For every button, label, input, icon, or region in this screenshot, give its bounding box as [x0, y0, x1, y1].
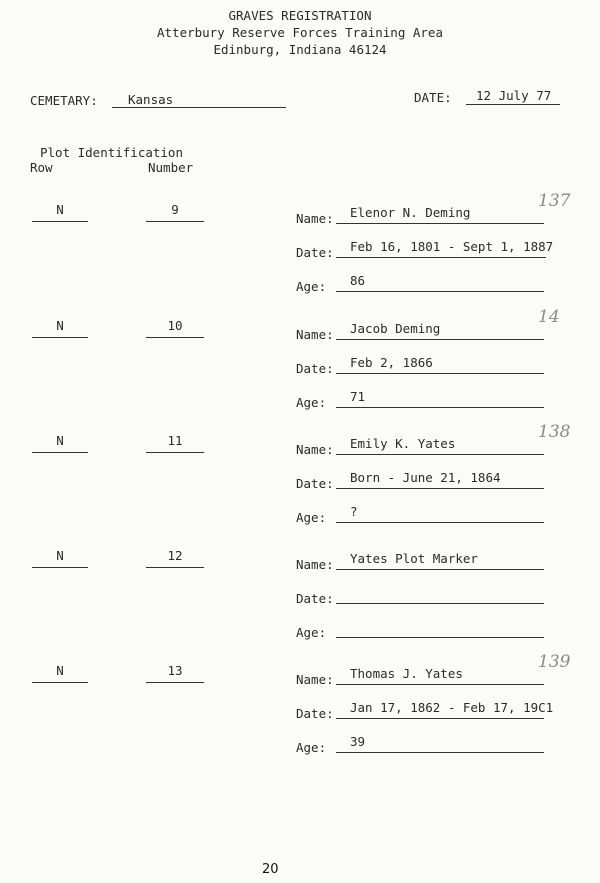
form-title: GRAVES REGISTRATION	[228, 8, 372, 23]
age-label: Age:	[296, 740, 327, 755]
age-value: 86	[350, 273, 366, 288]
age-field	[336, 389, 544, 408]
handwritten-note: 137	[538, 191, 571, 211]
name-label: Name:	[296, 672, 334, 687]
date-label: Date:	[296, 361, 334, 376]
date-field	[466, 88, 560, 105]
name-value: Jacob Deming	[350, 321, 441, 336]
date-value: Feb 2, 1866	[350, 355, 433, 370]
age-label: Age:	[296, 395, 327, 410]
age-field	[336, 273, 544, 292]
handwritten-note: 139	[538, 652, 571, 672]
row-column-header: Row	[30, 160, 53, 175]
date-label: DATE:	[414, 90, 452, 105]
date-field	[336, 239, 554, 258]
date-label: Date:	[296, 245, 334, 260]
name-field	[336, 205, 544, 224]
age-label: Age:	[296, 279, 327, 294]
age-value: ?	[350, 504, 358, 519]
date-value: Feb 16, 1801 - Sept 1, 1887	[350, 239, 554, 254]
plot-number: 12	[146, 549, 204, 568]
age-value: 39	[350, 734, 366, 749]
date-value: Born - June 21, 1864	[350, 470, 501, 485]
plot-row: N	[32, 549, 88, 568]
age-value	[336, 619, 350, 634]
plot-row: N	[32, 664, 88, 683]
name-field	[336, 551, 544, 570]
plot-number: 10	[146, 319, 204, 338]
number-column-header: Number	[148, 160, 194, 175]
form-subtitle-location: Edinburg, Indiana 46124	[213, 42, 387, 57]
handwritten-note: 14	[538, 307, 560, 327]
age-value: 71	[350, 389, 366, 404]
date-label: Date:	[296, 476, 334, 491]
form-subtitle-area: Atterbury Reserve Forces Training Area	[157, 25, 443, 40]
plot-row: N	[32, 203, 88, 222]
plot-identification-heading: Plot Identification	[40, 145, 183, 160]
name-field	[336, 666, 544, 685]
plot-number: 13	[146, 664, 204, 683]
plot-row: N	[32, 434, 88, 453]
name-field	[336, 321, 544, 340]
date-field	[336, 585, 544, 604]
page-number: 20	[262, 862, 279, 877]
plot-number: 9	[146, 203, 204, 222]
name-label: Name:	[296, 327, 334, 342]
name-value: Emily K. Yates	[350, 436, 456, 451]
date-label: Date:	[296, 591, 334, 606]
name-value: Elenor N. Deming	[350, 205, 471, 220]
date-value: 12 July 77	[476, 88, 552, 103]
cemetery-field	[112, 92, 286, 108]
age-field	[336, 504, 544, 523]
date-value	[336, 585, 350, 600]
date-field	[336, 700, 554, 719]
age-label: Age:	[296, 510, 327, 525]
name-field	[336, 436, 544, 455]
date-value: Jan 17, 1862 - Feb 17, 19C1	[350, 700, 554, 715]
cemetery-value: Kansas	[128, 92, 174, 107]
name-label: Name:	[296, 211, 334, 226]
date-label: Date:	[296, 706, 334, 721]
date-field	[336, 355, 544, 374]
plot-row: N	[32, 319, 88, 338]
name-value: Thomas J. Yates	[350, 666, 463, 681]
name-label: Name:	[296, 442, 334, 457]
plot-number: 11	[146, 434, 204, 453]
name-label: Name:	[296, 557, 334, 572]
cemetery-label: CEMETARY:	[30, 93, 98, 108]
date-field	[336, 470, 544, 489]
age-field	[336, 619, 544, 638]
age-field	[336, 734, 544, 753]
age-label: Age:	[296, 625, 327, 640]
name-value: Yates Plot Marker	[350, 551, 478, 566]
handwritten-note: 138	[538, 422, 571, 442]
